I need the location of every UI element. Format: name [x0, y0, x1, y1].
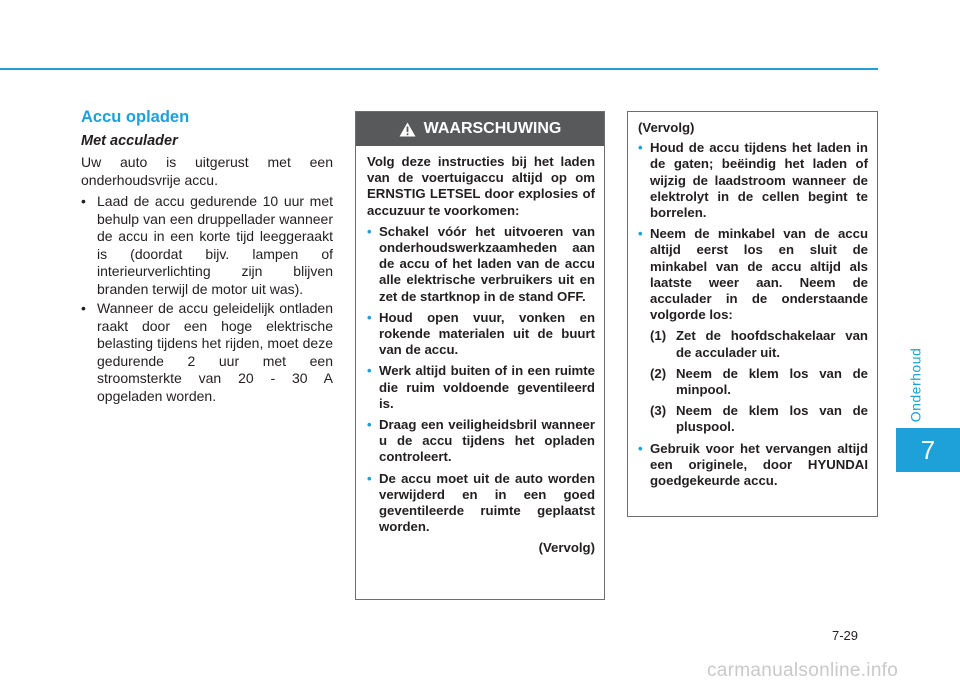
- warning-list: [367, 224, 595, 536]
- chapter-number-tab: 7: [896, 428, 960, 472]
- left-column: [81, 108, 333, 407]
- warning-header: [356, 112, 604, 146]
- section-subtitle: Met acculader: [81, 133, 178, 149]
- step-item: (3) Neem de klem los van de pluspool.: [650, 403, 868, 435]
- continuation-list: [638, 140, 868, 489]
- warning-intro: Volg deze instructies bij het laden van de voertuigaccu altijd op om ERNSTIG LETSEL door explosies of accuzuur te voorkomen:: [367, 154, 595, 218]
- warning-body: [356, 146, 604, 557]
- list-item: • De accu moet uit de auto worden verwijderd en in een goed geventileerde ruimte geplaatst worden.: [367, 470, 595, 535]
- continuation-box: [627, 111, 878, 517]
- continuation-header: (Vervolg): [638, 120, 695, 135]
- continued-label: (Vervolg): [538, 540, 595, 556]
- chapter-label: Onderhoud: [907, 347, 923, 423]
- list-item: • Neem de minkabel van de accu altijd eerst los en sluit de minkabel van de accu altijd als laatste weer aan. Neem de acculader in de onderstaande volgorde los: (1) Zet de hoofdschakelaar van de acculader uit. (2) Neem de klem los van de minpool. (3) Neem de klem los van de pluspool.: [638, 226, 868, 435]
- step-item: (1) Zet de hoofdschakelaar van de acculader uit.: [650, 328, 868, 360]
- page-number: 7-29: [832, 628, 859, 643]
- warning-box: [355, 111, 605, 600]
- list-item: • Wanneer de accu geleidelijk ontladen raakt door een hoge elektrische belasting tijdens het rijden, moet deze gedurende 2 uur met een stroomsterkte van 20 - 30 A opgeladen worden.: [81, 300, 333, 404]
- list-item: • Gebruik voor het vervangen altijd een originele, door HYUNDAI goedgekeurde accu.: [638, 440, 868, 489]
- list-item: • Schakel vóór het uitvoeren van onderhoudswerkzaamheden aan de accu of het laden van de accu alle elektrische verbruikers uit en zet de startknop in de stand OFF.: [367, 223, 595, 304]
- step-item: (2) Neem de klem los van de minpool.: [650, 365, 868, 398]
- list-item: • Houd open vuur, vonken en rokende materialen uit de buurt van de accu.: [367, 309, 595, 358]
- list-item: • Houd de accu tijdens het laden in de gaten; beëindig het laden of wijzig de laadstroom wanneer de elektrolyt in de cellen begint te borrelen.: [638, 140, 868, 221]
- list-item: • Werk altijd buiten of in een ruimte die ruim voldoende geventileerd is.: [367, 363, 595, 411]
- instruction-list: [81, 193, 333, 405]
- list-item: • Draag een veiligheidsbril wanneer u de accu tijdens het opladen controleert.: [367, 417, 595, 465]
- step-list: [650, 328, 868, 435]
- header-rule: [0, 68, 878, 70]
- intro-paragraph: Uw auto is uitgerust met een onderhoudsvrije accu.: [81, 154, 333, 188]
- watermark: carmanualsonline.info: [707, 660, 899, 681]
- section-title: Accu opladen: [81, 108, 190, 126]
- list-item: • Laad de accu gedurende 10 uur met behulp van een druppellader wanneer de accu in een korte tijd leeggeraakt is (doordat bijv. lampen of interieurverlichting zijn blijven branden terwijl de motor uit was).: [81, 193, 333, 297]
- warning-title: WAARSCHUWING: [423, 120, 562, 137]
- warning-triangle-icon: [399, 122, 416, 137]
